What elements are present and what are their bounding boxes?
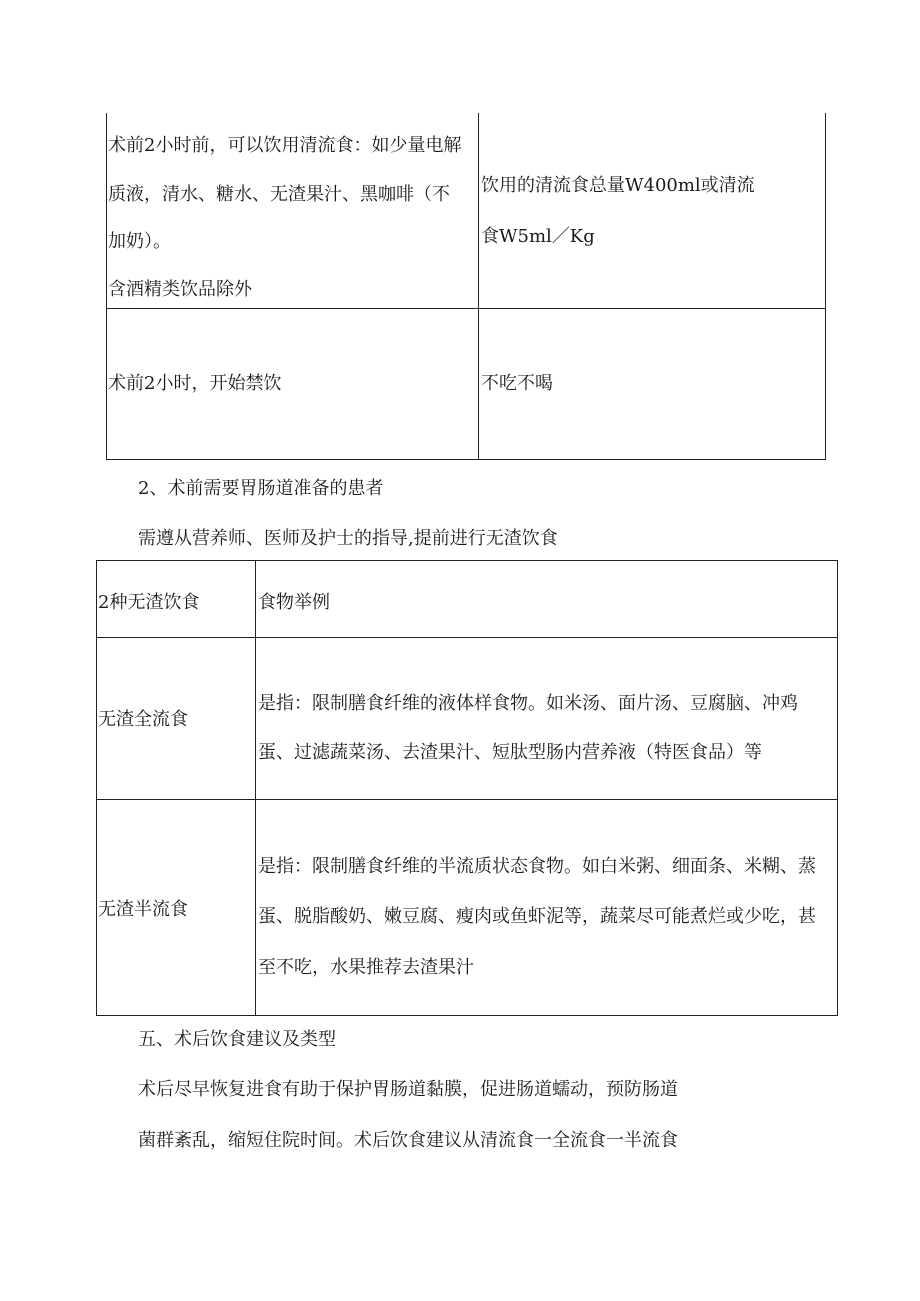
table1-row1-left-line1: 术前2小时前，可以饮用清流食：如少量电解 [108,135,462,156]
section5-heading: 五、术后饮食建议及类型 [138,1029,336,1050]
table1-row2-left: 术前2小时，开始禁饮 [108,373,282,394]
table2-row1-right-line2: 蛋、过滤蔬菜汤、去渣果汁、短肽型肠内营养液（特医食品）等 [258,742,762,763]
table1-mid-border [478,113,479,460]
table2-left-border [96,560,97,1016]
section2-heading: 2、术前需要胃肠道准备的患者 [138,478,384,499]
table1-row1-right-line2: 食W5ml／Kg [481,226,595,247]
section5-para-line2: 菌群紊乱，缩短住院时间。术后饮食建议从清流食一全流食一半流食 [138,1130,678,1151]
table1-row1-right-line1: 饮用的清流食总量W400ml或清流 [481,175,755,196]
table1-row1-left-line2: 质液，清水、糖水、无渣果汁、黑咖啡（不 [108,184,450,205]
table2-header-left: 2种无渣饮食 [98,592,200,613]
table1-row1-left-line4: 含酒精类饮品除外 [108,279,252,300]
table2-mid-border [255,560,256,1016]
table1-right-border [825,113,826,460]
table2-row2-left: 无渣半流食 [98,899,188,920]
table1-bottom-border [106,459,826,460]
section2-intro: 需遵从营养师、医师及护士的指导,提前进行无渣饮食 [138,528,558,549]
section5-para-line1: 术后尽早恢复进食有助于保护胃肠道黏膜，促进肠道蠕动，预防肠道 [138,1079,678,1100]
table2-right-border [837,560,838,1016]
table2-row-divider [96,799,838,800]
table2-header-right: 食物举例 [258,592,330,613]
table1-row2-right: 不吃不喝 [481,373,553,394]
table2-row1-right-line1: 是指：限制膳食纤维的液体样食物。如米汤、面片汤、豆腐脑、冲鸡 [258,693,798,714]
table2-row2-right-line2: 蛋、脱脂酸奶、嫩豆腐、瘦肉或鱼虾泥等，蔬菜尽可能煮烂或少吃，甚 [258,906,816,927]
table2-row2-right-line3: 至不吃，水果推荐去渣果汁 [258,957,474,978]
table2-header-divider [96,637,838,638]
table2-top-border [96,560,838,561]
table2-row2-right-line1: 是指：限制膳食纤维的半流质状态食物。如白米粥、细面条、米糊、蒸 [258,856,816,877]
table1-row1-left-line3: 加奶）。 [108,231,171,252]
table1-left-border [106,113,107,460]
table2-bottom-border [96,1015,838,1016]
table2-row1-left: 无渣全流食 [98,709,188,730]
